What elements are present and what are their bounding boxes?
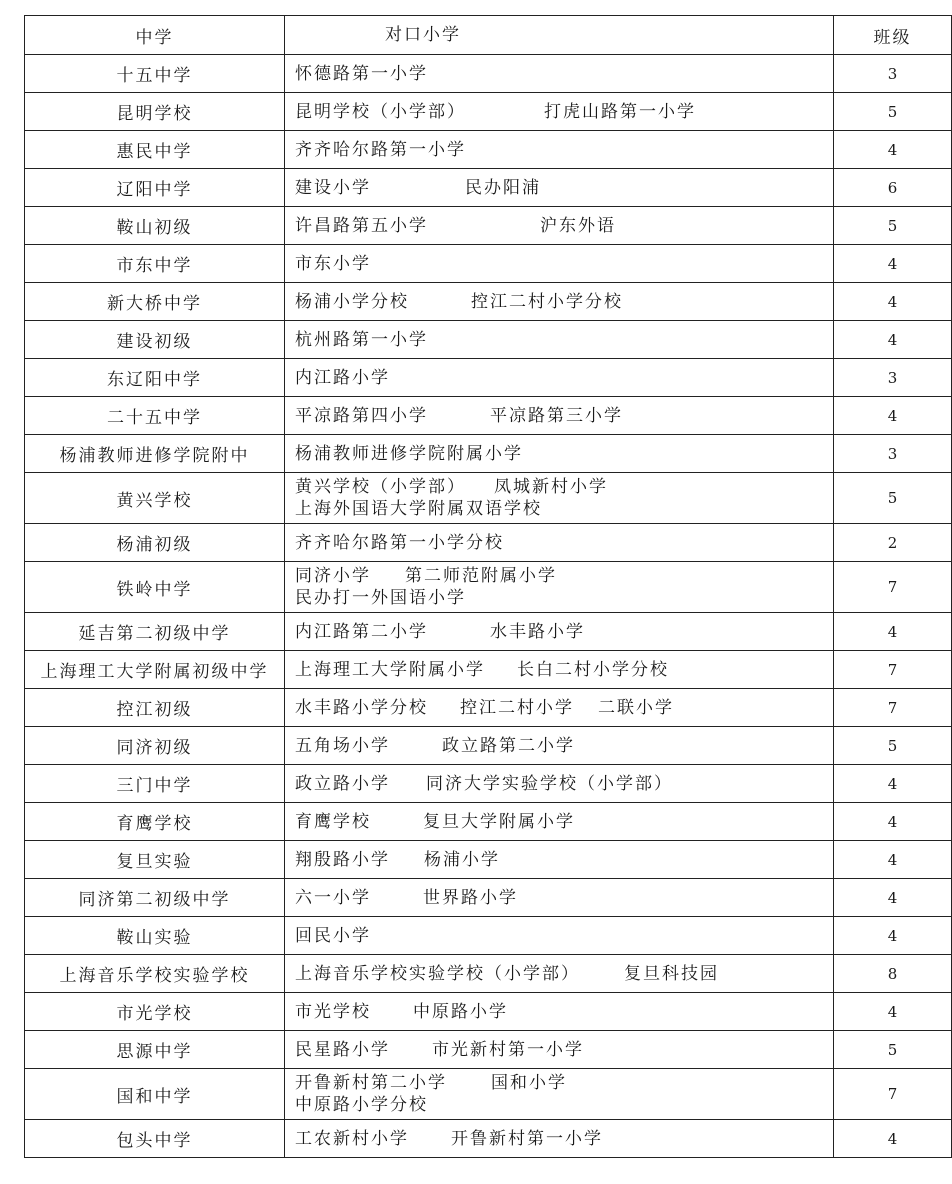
primary-school-name: 内江路小学 — [295, 367, 390, 388]
primary-schools-line — [295, 1128, 833, 1150]
primary-schools — [285, 93, 834, 131]
primary-schools — [285, 245, 834, 283]
class-count: 4 — [834, 917, 952, 955]
middle-school-name: 三门中学 — [25, 765, 285, 803]
primary-school-name: 沪东外语 — [540, 215, 616, 236]
primary-schools-line — [295, 849, 833, 871]
table-row — [25, 689, 952, 727]
class-count: 8 — [834, 955, 952, 993]
table-row — [25, 435, 952, 473]
table-row — [25, 879, 952, 917]
class-count: 5 — [834, 1031, 952, 1069]
primary-school-name: 控江二村小学分校 — [471, 291, 623, 312]
class-count: 4 — [834, 613, 952, 651]
class-count: 4 — [834, 321, 952, 359]
primary-schools-line — [295, 367, 833, 389]
header-primary-school: 对口小学 — [285, 16, 834, 55]
table-row — [25, 524, 952, 562]
primary-schools-line — [295, 773, 833, 795]
class-count: 3 — [834, 435, 952, 473]
primary-schools — [285, 283, 834, 321]
primary-school-name: 控江二村小学 — [460, 697, 574, 718]
primary-school-name: 政立路第二小学 — [442, 735, 575, 756]
class-count: 4 — [834, 765, 952, 803]
middle-school-name: 铁岭中学 — [25, 562, 285, 613]
primary-schools — [285, 993, 834, 1031]
middle-school-name: 市光学校 — [25, 993, 285, 1031]
primary-schools-line — [295, 659, 833, 681]
middle-school-name: 十五中学 — [25, 55, 285, 93]
primary-schools — [285, 651, 834, 689]
class-count: 3 — [834, 55, 952, 93]
primary-schools — [285, 207, 834, 245]
primary-schools — [285, 765, 834, 803]
primary-school-name: 第二师范附属小学 — [405, 566, 557, 586]
primary-school-name: 五角场小学 — [295, 735, 390, 756]
primary-schools — [285, 359, 834, 397]
middle-school-name: 辽阳中学 — [25, 169, 285, 207]
class-count: 4 — [834, 993, 952, 1031]
table-row — [25, 359, 952, 397]
primary-school-name: 工农新村小学 — [295, 1128, 409, 1149]
primary-schools — [285, 841, 834, 879]
primary-schools-line — [295, 532, 833, 554]
primary-schools-line — [295, 215, 833, 237]
primary-school-name: 育鹰学校 — [295, 811, 371, 832]
class-count: 4 — [834, 879, 952, 917]
primary-schools — [285, 803, 834, 841]
middle-school-name: 上海音乐学校实验学校 — [25, 955, 285, 993]
primary-school-name: 齐齐哈尔路第一小学 — [295, 139, 466, 160]
class-count: 7 — [834, 562, 952, 613]
primary-schools-line — [295, 565, 833, 587]
primary-schools-line — [295, 139, 833, 161]
primary-school-name: 杨浦小学 — [424, 849, 500, 870]
primary-school-name: 市光学校 — [295, 1001, 371, 1022]
middle-school-name: 东辽阳中学 — [25, 359, 285, 397]
primary-schools — [285, 55, 834, 93]
primary-school-name: 翔殷路小学 — [295, 849, 390, 870]
primary-school-name: 政立路小学 — [295, 773, 390, 794]
middle-school-name: 新大桥中学 — [25, 283, 285, 321]
class-count: 5 — [834, 473, 952, 524]
table-row — [25, 651, 952, 689]
primary-schools — [285, 524, 834, 562]
primary-schools-line — [295, 476, 833, 498]
middle-school-name: 延吉第二初级中学 — [25, 613, 285, 651]
primary-school-name: 杭州路第一小学 — [295, 329, 428, 350]
primary-schools-line — [295, 887, 833, 909]
primary-schools-line — [295, 1039, 833, 1061]
primary-school-name: 复旦科技园 — [624, 963, 719, 984]
primary-schools-line — [295, 963, 833, 985]
primary-school-name: 上海音乐学校实验学校（小学部） — [295, 963, 580, 984]
class-count: 3 — [834, 359, 952, 397]
class-count: 4 — [834, 245, 952, 283]
header-row — [25, 16, 952, 55]
table-row — [25, 397, 952, 435]
table-row — [25, 841, 952, 879]
primary-schools-line — [295, 101, 833, 123]
table-row — [25, 613, 952, 651]
middle-school-name: 上海理工大学附属初级中学 — [25, 651, 285, 689]
primary-school-name: 市东小学 — [295, 253, 371, 274]
primary-school-name: 杨浦教师进修学院附属小学 — [295, 443, 523, 464]
primary-schools-line — [295, 177, 833, 199]
primary-school-name: 内江路第二小学 — [295, 621, 428, 642]
table-row — [25, 473, 952, 524]
primary-schools-line — [295, 1072, 833, 1094]
primary-school-name: 上海外国语大学附属双语学校 — [295, 499, 542, 519]
primary-schools-line — [295, 735, 833, 757]
class-count: 7 — [834, 1069, 952, 1120]
primary-schools-line — [295, 443, 833, 465]
primary-schools — [285, 613, 834, 651]
table-row — [25, 1069, 952, 1120]
middle-school-name: 同济第二初级中学 — [25, 879, 285, 917]
primary-school-name: 建设小学 — [295, 177, 371, 198]
header-middle-school: 中学 — [25, 16, 285, 55]
primary-school-name: 昆明学校（小学部） — [295, 101, 466, 122]
class-count: 7 — [834, 651, 952, 689]
table-row — [25, 245, 952, 283]
primary-school-name: 民办阳浦 — [465, 177, 541, 198]
primary-school-name: 二联小学 — [598, 697, 674, 718]
class-count: 4 — [834, 803, 952, 841]
primary-school-name: 黄兴学校（小学部） — [295, 477, 466, 497]
primary-school-name: 打虎山路第一小学 — [544, 101, 696, 122]
primary-schools-line — [295, 405, 833, 427]
header-classes: 班级 — [834, 16, 952, 55]
primary-schools — [285, 1031, 834, 1069]
middle-school-name: 控江初级 — [25, 689, 285, 727]
table — [24, 15, 952, 1158]
class-count: 4 — [834, 397, 952, 435]
primary-school-name: 上海理工大学附属小学 — [295, 659, 485, 680]
class-count: 4 — [834, 131, 952, 169]
table-row — [25, 1031, 952, 1069]
primary-schools-line — [295, 621, 833, 643]
table-row — [25, 131, 952, 169]
primary-schools — [285, 169, 834, 207]
primary-school-name: 开鲁新村第二小学 — [295, 1073, 447, 1093]
primary-school-name: 凤城新村小学 — [494, 477, 608, 497]
primary-school-name: 水丰路小学分校 — [295, 697, 428, 718]
primary-school-name: 开鲁新村第一小学 — [451, 1128, 603, 1149]
middle-school-name: 育鹰学校 — [25, 803, 285, 841]
middle-school-name: 昆明学校 — [25, 93, 285, 131]
middle-school-name: 二十五中学 — [25, 397, 285, 435]
primary-school-name: 中原路小学分校 — [295, 1095, 428, 1115]
primary-school-name: 国和小学 — [491, 1073, 567, 1093]
primary-schools — [285, 473, 834, 524]
class-count: 5 — [834, 727, 952, 765]
primary-school-name: 中原路小学 — [413, 1001, 508, 1022]
table-row — [25, 283, 952, 321]
primary-school-name: 民办打一外国语小学 — [295, 588, 466, 608]
middle-school-name: 黄兴学校 — [25, 473, 285, 524]
class-count: 4 — [834, 841, 952, 879]
primary-school-name: 六一小学 — [295, 887, 371, 908]
middle-school-name: 建设初级 — [25, 321, 285, 359]
primary-school-name: 复旦大学附属小学 — [423, 811, 575, 832]
table-row — [25, 562, 952, 613]
middle-school-name: 国和中学 — [25, 1069, 285, 1120]
primary-schools — [285, 397, 834, 435]
middle-school-name: 复旦实验 — [25, 841, 285, 879]
table-row — [25, 803, 952, 841]
primary-school-name: 齐齐哈尔路第一小学分校 — [295, 532, 504, 553]
class-count: 4 — [834, 1120, 952, 1158]
middle-school-name: 鞍山初级 — [25, 207, 285, 245]
primary-school-name: 市光新村第一小学 — [432, 1039, 584, 1060]
primary-school-name: 世界路小学 — [423, 887, 518, 908]
primary-schools-line — [295, 291, 833, 313]
class-count: 6 — [834, 169, 952, 207]
primary-schools-line — [295, 329, 833, 351]
table-row — [25, 727, 952, 765]
primary-schools — [285, 689, 834, 727]
primary-schools — [285, 321, 834, 359]
table-row — [25, 321, 952, 359]
table-row — [25, 917, 952, 955]
primary-school-name: 回民小学 — [295, 925, 371, 946]
middle-school-name: 惠民中学 — [25, 131, 285, 169]
primary-school-name: 水丰路小学 — [490, 621, 585, 642]
primary-schools — [285, 1120, 834, 1158]
class-count: 5 — [834, 207, 952, 245]
middle-school-name: 杨浦初级 — [25, 524, 285, 562]
primary-school-name: 长白二村小学分校 — [517, 659, 669, 680]
primary-school-name: 同济小学 — [295, 566, 371, 586]
primary-schools-line — [295, 811, 833, 833]
class-count: 4 — [834, 283, 952, 321]
table-row — [25, 993, 952, 1031]
middle-school-name: 包头中学 — [25, 1120, 285, 1158]
table-row — [25, 55, 952, 93]
middle-school-name: 杨浦教师进修学院附中 — [25, 435, 285, 473]
primary-school-name: 平凉路第三小学 — [490, 405, 623, 426]
class-count: 7 — [834, 689, 952, 727]
primary-school-name: 民星路小学 — [295, 1039, 390, 1060]
class-count: 2 — [834, 524, 952, 562]
table-row — [25, 93, 952, 131]
primary-schools-line — [295, 253, 833, 275]
middle-school-name: 鞍山实验 — [25, 917, 285, 955]
table-row — [25, 765, 952, 803]
table-row — [25, 955, 952, 993]
primary-school-name: 怀德路第一小学 — [295, 63, 428, 84]
table-row — [25, 1120, 952, 1158]
primary-schools — [285, 1069, 834, 1120]
class-count: 5 — [834, 93, 952, 131]
primary-schools — [285, 131, 834, 169]
primary-schools-line — [295, 925, 833, 947]
primary-schools-line — [295, 1001, 833, 1023]
primary-schools — [285, 727, 834, 765]
table-row — [25, 207, 952, 245]
primary-school-name: 许昌路第五小学 — [295, 215, 428, 236]
middle-school-name: 市东中学 — [25, 245, 285, 283]
primary-schools-line — [295, 697, 833, 719]
primary-schools-line — [295, 63, 833, 85]
middle-school-name: 思源中学 — [25, 1031, 285, 1069]
primary-schools — [285, 955, 834, 993]
school-assignment-table — [24, 15, 912, 1158]
primary-school-name: 平凉路第四小学 — [295, 405, 428, 426]
primary-schools — [285, 879, 834, 917]
primary-schools — [285, 917, 834, 955]
primary-schools — [285, 435, 834, 473]
middle-school-name: 同济初级 — [25, 727, 285, 765]
table-row — [25, 169, 952, 207]
primary-schools — [285, 562, 834, 613]
primary-school-name: 杨浦小学分校 — [295, 291, 409, 312]
primary-school-name: 同济大学实验学校（小学部） — [426, 773, 673, 794]
